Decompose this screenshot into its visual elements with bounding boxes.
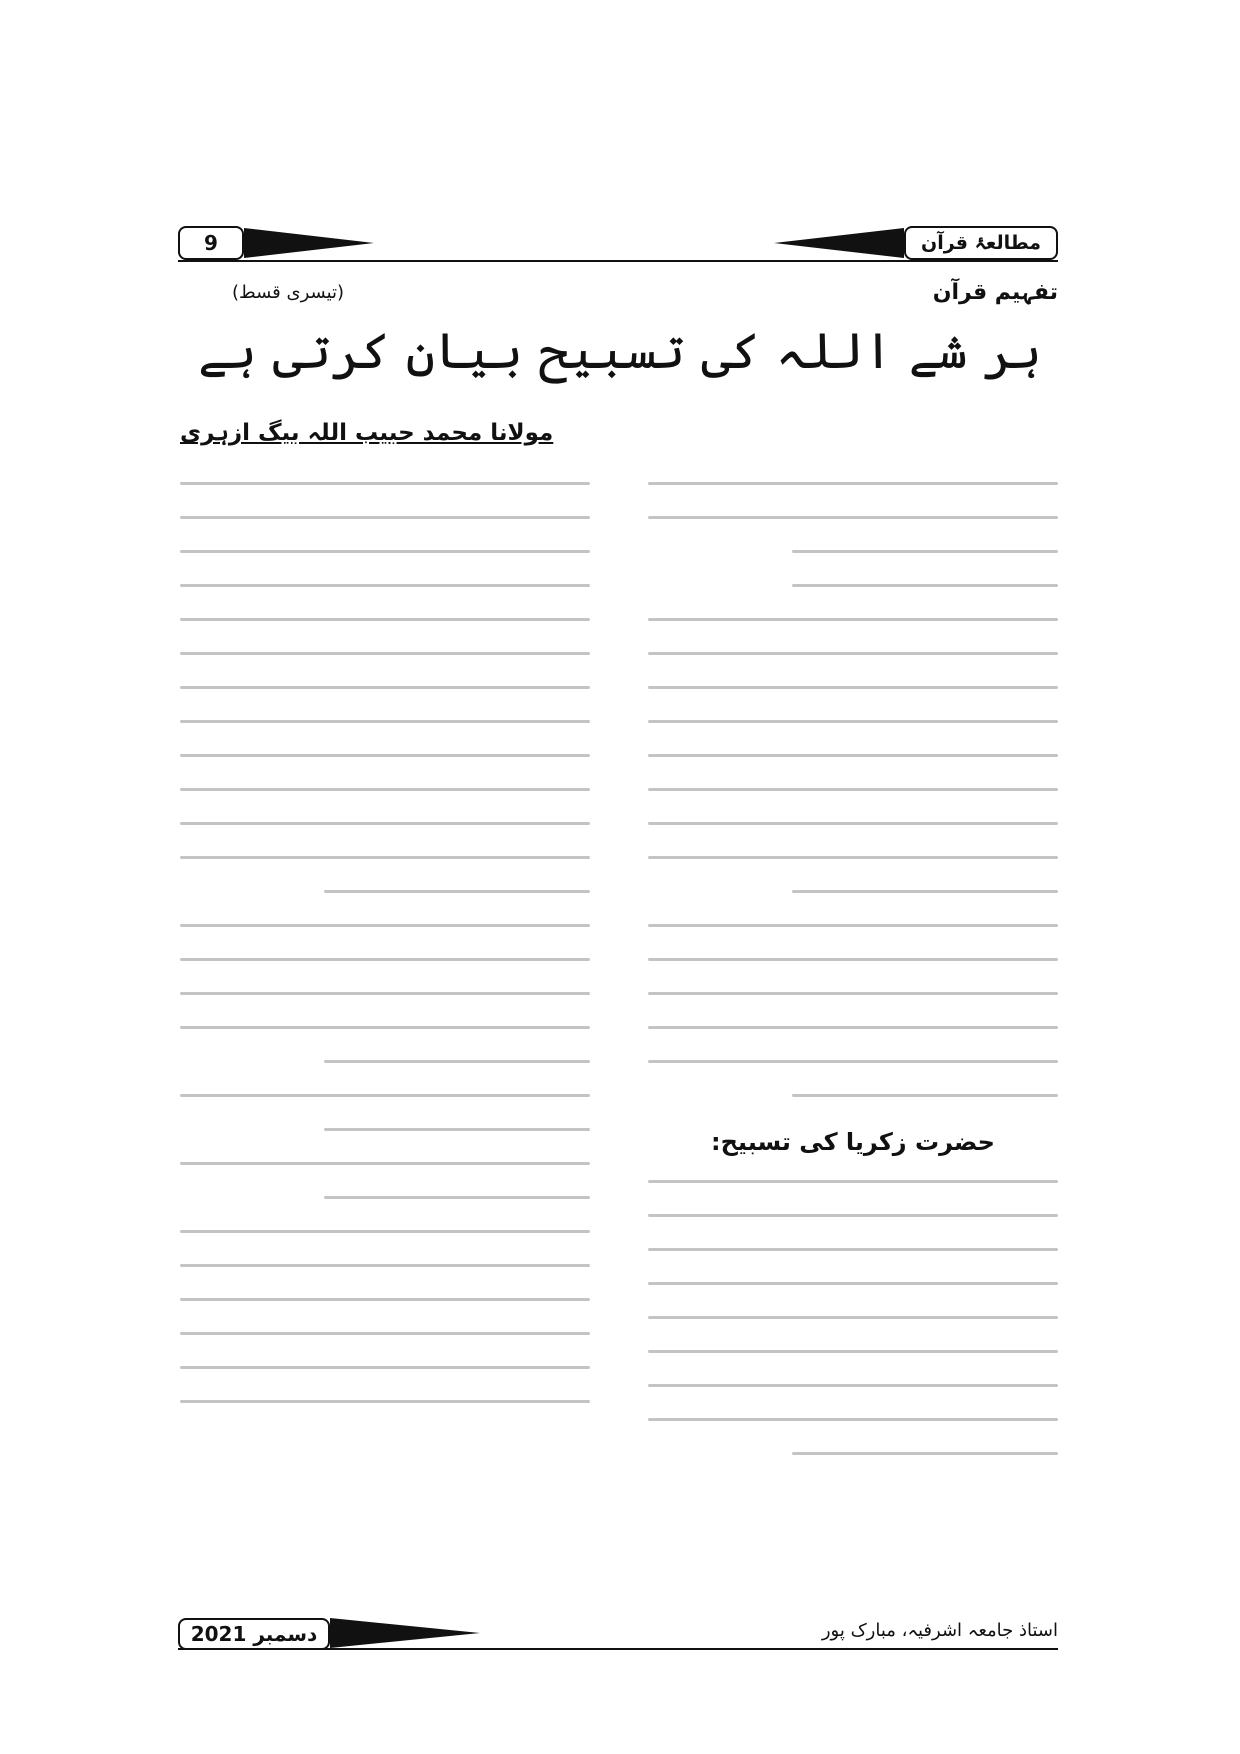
text-line: [180, 686, 590, 689]
text-line: [792, 1094, 1059, 1097]
text-line: [324, 890, 591, 893]
text-line: [180, 1230, 590, 1233]
text-line: [648, 754, 1058, 757]
text-line: [648, 856, 1058, 859]
page-number: 9: [178, 226, 244, 260]
author-affiliation: استاذ جامعہ اشرفیہ، مبارک پور: [821, 1620, 1058, 1641]
text-line: [180, 618, 590, 621]
text-line: [180, 1332, 590, 1335]
text-line: [180, 550, 590, 553]
body-column-right: [648, 482, 1058, 1486]
footer-rule: [178, 1648, 1058, 1650]
text-line: [648, 1214, 1058, 1217]
text-line: [180, 1366, 590, 1369]
text-line: [180, 482, 590, 485]
text-line: [180, 1400, 590, 1403]
text-line: [324, 1196, 591, 1199]
text-line: [792, 584, 1059, 587]
header-wedge-right: [774, 228, 904, 258]
text-line: [180, 958, 590, 961]
body-column-left: [180, 482, 590, 1434]
text-line: [648, 1248, 1058, 1251]
verse-line: [648, 652, 1058, 655]
text-line: [180, 1264, 590, 1267]
text-line: [648, 516, 1058, 519]
text-line: [180, 720, 590, 723]
text-line: [180, 584, 590, 587]
verse-line: [648, 618, 1058, 621]
text-line: [180, 516, 590, 519]
text-line: [180, 754, 590, 757]
footer-wedge: [330, 1618, 480, 1648]
article-author: مولانا محمد حبیب اللہ بیگ ازہری: [180, 420, 554, 446]
series-label: تفہیم قرآن: [932, 280, 1058, 305]
text-line: [180, 788, 590, 791]
text-line: [180, 992, 590, 995]
text-line: [792, 550, 1059, 553]
text-line: [648, 1350, 1058, 1353]
header-wedge-left: [244, 228, 374, 258]
text-line: [180, 822, 590, 825]
text-line: [180, 1298, 590, 1301]
header-rule: [178, 260, 1058, 262]
text-line: [648, 1282, 1058, 1285]
text-line: [180, 1162, 590, 1165]
verse-line: [324, 1128, 591, 1131]
text-line: [648, 788, 1058, 791]
page-header: [178, 226, 1058, 262]
text-line: [792, 890, 1059, 893]
text-line: [648, 1180, 1058, 1183]
text-line: [648, 822, 1058, 825]
text-line: [648, 958, 1058, 961]
text-line: [324, 1060, 591, 1063]
text-line: [648, 1060, 1058, 1063]
text-line: [648, 1384, 1058, 1387]
text-line: [648, 720, 1058, 723]
magazine-title: مطالعۂ قرآن: [904, 226, 1058, 260]
text-line: [180, 1026, 590, 1029]
text-line: [792, 1452, 1059, 1455]
article-title: ہر شے اللہ کی تسبیح بیان کرتی ہے: [198, 322, 1042, 380]
text-line: [180, 652, 590, 655]
section-heading: حضرت زکریا کی تسبیح:: [711, 1128, 995, 1156]
page-footer: [178, 1618, 1058, 1654]
text-line: [648, 1316, 1058, 1319]
part-label: (تیسری قسط): [232, 282, 345, 303]
text-line: [648, 992, 1058, 995]
text-line: [180, 924, 590, 927]
text-line: [648, 482, 1058, 485]
text-line: [648, 1026, 1058, 1029]
verse-line: [180, 1094, 590, 1097]
verse-line: [648, 686, 1058, 689]
issue-date: دسمبر 2021: [178, 1618, 330, 1650]
text-line: [648, 1418, 1058, 1421]
text-line: [180, 856, 590, 859]
text-line: [648, 924, 1058, 927]
